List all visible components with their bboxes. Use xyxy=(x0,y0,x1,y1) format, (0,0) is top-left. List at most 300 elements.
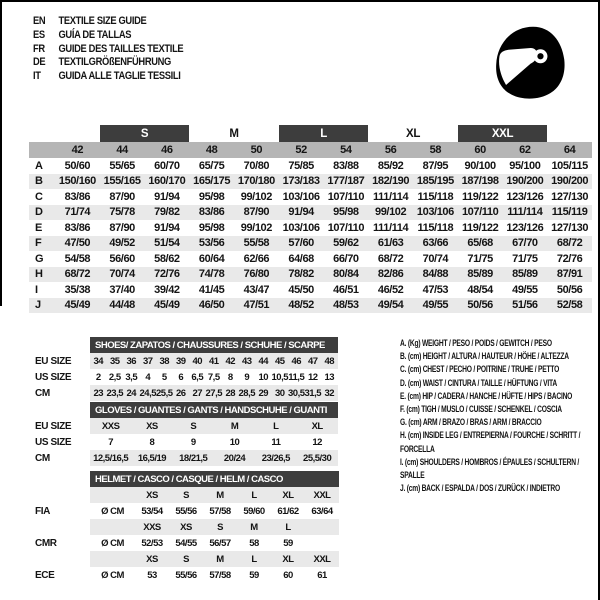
value-cell: Ø CM xyxy=(101,569,124,581)
size-row-label: F xyxy=(29,236,55,252)
value-cell: 8 xyxy=(227,371,233,383)
size-column-header: 60 xyxy=(458,142,503,158)
value-cell: 59/60 xyxy=(243,505,265,517)
size-table-row xyxy=(29,282,592,298)
size-cell: 103/106 xyxy=(413,205,458,221)
size-cell: 160/170 xyxy=(145,174,190,190)
value-cell: 61 xyxy=(317,569,327,581)
size-cell: 87/90 xyxy=(234,205,279,221)
size-cell: 87/95 xyxy=(422,159,449,172)
size-cell: 49/52 xyxy=(100,236,145,252)
value-cell: 11,5 xyxy=(288,371,305,383)
row-label: EU SIZE xyxy=(35,355,72,367)
size-cell: 37/40 xyxy=(109,283,135,296)
size-cell: 85/89 xyxy=(458,267,503,283)
section-row xyxy=(35,519,339,535)
language-row xyxy=(33,43,183,57)
value-cell: 53/54 xyxy=(141,505,163,517)
size-cell: 50/56 xyxy=(458,298,503,314)
language-title: TEXTILE SIZE GUIDE xyxy=(58,15,147,27)
section-row xyxy=(35,369,338,385)
size-cell: 72/76 xyxy=(145,267,190,283)
top-border-line xyxy=(0,0,600,2)
helmet-size-table xyxy=(35,471,339,583)
size-cell: 165/175 xyxy=(189,174,234,190)
helmet-table-container xyxy=(35,471,339,583)
size-cell: 49/55 xyxy=(512,283,538,296)
section-title-row xyxy=(35,471,339,487)
value-cell: 10 xyxy=(229,436,240,448)
legend-line: F. (cm) TIGH / MUSLO / CUISSE / SCHENKEL / COSCIA xyxy=(400,404,562,415)
size-table-row xyxy=(29,251,592,267)
value-cell: 16,5/19 xyxy=(131,450,172,466)
size-row-label: A xyxy=(35,159,43,172)
size-cell: 177/187 xyxy=(324,174,369,190)
size-cell: 91/94 xyxy=(279,205,324,221)
value-cell: 24 xyxy=(123,385,140,401)
size-table-row xyxy=(29,220,592,236)
size-cell: 68/72 xyxy=(377,252,404,265)
size-table-row xyxy=(29,298,592,314)
section-title-row xyxy=(35,402,338,418)
size-band: XL xyxy=(406,127,420,140)
value-cell: Ø CM xyxy=(101,537,124,549)
value-cell: L xyxy=(255,418,296,434)
value-cell: 55/56 xyxy=(175,505,197,517)
section-row xyxy=(35,567,339,583)
size-cell: 51/56 xyxy=(503,298,548,314)
size-cell: 99/102 xyxy=(240,190,272,203)
size-cell: 80/84 xyxy=(324,267,369,283)
corner-cell xyxy=(29,142,55,158)
size-cell: 39/42 xyxy=(154,283,180,296)
language-title: GUIDA ALLE TAGLIE TESSILI xyxy=(58,70,181,83)
value-cell: 13 xyxy=(324,371,335,383)
left-border-line xyxy=(0,0,2,306)
size-cell: 54/58 xyxy=(64,252,91,265)
row-label: ECE xyxy=(35,569,55,581)
size-cell: 47/50 xyxy=(55,236,100,252)
size-column-header: 42 xyxy=(55,142,100,158)
size-cell: 74/78 xyxy=(189,267,234,283)
size-cell: 47/53 xyxy=(422,283,449,296)
legend-line: B. (cm) HEIGHT / ALTURA / HAUTEUR / HÖHE / ALTEZZA xyxy=(400,351,569,362)
size-cell: 91/94 xyxy=(154,190,180,203)
size-cell: 58/62 xyxy=(154,252,180,265)
value-cell: 57/58 xyxy=(209,569,231,581)
size-cell: 46/51 xyxy=(333,283,359,296)
language-title: TEXTILGRÖßENFÜHRUNG xyxy=(58,56,171,69)
value-cell: 12 xyxy=(307,371,318,383)
size-cell: 83/88 xyxy=(333,159,359,172)
size-cell: 57/60 xyxy=(279,236,324,252)
value-cell: 12 xyxy=(312,436,322,448)
size-cell: 115/119 xyxy=(547,205,592,221)
value-cell: 53 xyxy=(147,569,157,581)
row-label: CM xyxy=(35,387,50,399)
spacer-cell xyxy=(35,471,90,487)
size-cell: 115/118 xyxy=(417,190,454,203)
size-cell: 44/48 xyxy=(100,298,145,314)
size-cell: 72/76 xyxy=(556,252,583,265)
size-cell: 107/110 xyxy=(327,221,365,234)
size-cell: 182/190 xyxy=(368,174,413,190)
size-row-label: C xyxy=(35,190,43,203)
size-column-header: 64 xyxy=(547,142,592,158)
size-cell: 83/86 xyxy=(189,205,234,221)
value-cell: XS xyxy=(131,418,172,434)
size-cell: 127/130 xyxy=(551,190,589,203)
size-cell: 60/70 xyxy=(154,159,180,172)
value-cell: XXL xyxy=(305,487,339,503)
size-cell: 170/180 xyxy=(234,174,279,190)
size-cell: 123/126 xyxy=(506,221,544,234)
value-cell: 2 xyxy=(95,371,101,383)
row-label: CMR xyxy=(35,537,57,549)
value-cell: Ø CM xyxy=(101,505,124,517)
value-cell: 40 xyxy=(189,353,206,369)
size-band xyxy=(29,125,100,142)
value-cell: 36 xyxy=(123,353,140,369)
size-cell: 67/70 xyxy=(503,236,548,252)
size-cell: 103/106 xyxy=(282,190,320,203)
value-cell: 2,5 xyxy=(108,371,121,383)
size-cell: 87/91 xyxy=(547,267,592,283)
section-row xyxy=(35,385,338,401)
size-table-row xyxy=(29,174,592,190)
section-row xyxy=(35,503,339,519)
value-cell: 56/57 xyxy=(209,537,231,549)
value-cell: 28 xyxy=(222,385,239,401)
size-column-header: 54 xyxy=(324,142,369,158)
size-cell: 52/58 xyxy=(547,298,592,314)
size-column-header: 50 xyxy=(234,142,279,158)
value-cell: 55/56 xyxy=(175,569,197,581)
value-cell: 4 xyxy=(145,371,151,383)
size-cell: 111/114 xyxy=(373,190,409,203)
size-table-row xyxy=(29,189,592,205)
language-row xyxy=(33,70,183,84)
size-cell: 111/114 xyxy=(373,221,409,234)
value-cell: 42 xyxy=(222,353,239,369)
size-row-label: D xyxy=(29,205,55,221)
spacer-cell xyxy=(35,402,90,418)
size-cell: 75/78 xyxy=(100,205,145,221)
size-cell: 45/49 xyxy=(145,298,190,314)
size-cell: 48/52 xyxy=(279,298,324,314)
size-cell: 71/74 xyxy=(55,205,100,221)
value-cell: 8 xyxy=(149,436,155,448)
size-row-label: E xyxy=(35,221,42,234)
value-cell: 30 xyxy=(272,385,289,401)
size-cell: 87/90 xyxy=(109,190,135,203)
size-cell: 83/86 xyxy=(64,190,91,203)
size-cell: 190/200 xyxy=(547,174,592,190)
value-cell: 28,5 xyxy=(239,385,256,401)
value-cell: XXS xyxy=(135,519,169,535)
language-row xyxy=(33,56,183,70)
size-cell: 48/54 xyxy=(467,283,493,296)
size-cell: 47/51 xyxy=(234,298,279,314)
size-cell: 150/160 xyxy=(55,174,100,190)
value-cell: 59 xyxy=(283,537,293,549)
row-label: CM xyxy=(35,452,50,464)
value-cell: L xyxy=(271,519,305,535)
section-row xyxy=(35,535,339,551)
value-cell xyxy=(90,519,135,535)
legend-line: H. (cm) INSIDE LEG / ENTREPIERNA / FOURCHE / SCHRITT / FORCELLA xyxy=(400,430,581,454)
row-label xyxy=(35,487,90,503)
value-cell: 52/53 xyxy=(141,537,163,549)
gloves-table-container xyxy=(35,402,338,466)
section-title-row xyxy=(35,337,338,353)
size-table-row xyxy=(29,205,592,221)
size-cell: 95/100 xyxy=(509,159,541,172)
size-band-row xyxy=(29,125,592,142)
value-cell: 7,5 xyxy=(207,371,220,383)
legend-line: J. (cm) BACK / ESPALDA / DOS / ZURÜCK / INDIETRO xyxy=(400,483,560,494)
value-cell: XS xyxy=(135,551,169,567)
value-cell: M xyxy=(214,418,255,434)
size-cell: 49/55 xyxy=(413,298,458,314)
racing-helmet-icon xyxy=(488,20,570,104)
size-cell: 63/66 xyxy=(413,236,458,252)
size-cell: 103/106 xyxy=(282,221,320,234)
value-cell: 10,5 xyxy=(271,371,288,383)
size-cell: 56/60 xyxy=(109,252,135,265)
size-cell: 78/82 xyxy=(279,267,324,283)
textile-size-table xyxy=(29,125,592,313)
section-title: HELMET / CASCO / CASQUE / HELM / CASCO xyxy=(90,471,339,487)
size-cell: 50/56 xyxy=(556,283,583,296)
value-cell: 63/64 xyxy=(311,505,333,517)
value-cell: 6 xyxy=(178,371,184,383)
size-cell: 90/100 xyxy=(464,159,496,172)
value-cell: 26 xyxy=(173,385,190,401)
value-cell: 9 xyxy=(190,436,196,448)
language-code: IT xyxy=(33,70,41,83)
value-cell: 39 xyxy=(173,353,190,369)
legend-line: D. (cm) WAIST / CINTURA / TAILLE / HÜFTUNG / VITA xyxy=(400,377,557,388)
value-cell: XL xyxy=(271,487,305,503)
value-cell: XS xyxy=(135,487,169,503)
legend-line: A. (Kg) WEIGHT / PESO / POIDS / GEWITCH / PESO xyxy=(400,338,552,348)
size-cell: 84/88 xyxy=(413,267,458,283)
section-row xyxy=(35,434,338,450)
size-cell: 53/56 xyxy=(189,236,234,252)
value-cell: 27,5 xyxy=(206,385,223,401)
section-title: GLOVES / GUANTES / GANTS / HANDSCHUHE / GUANTI xyxy=(90,402,338,418)
value-cell: 5 xyxy=(161,371,167,383)
value-cell: 23/26,5 xyxy=(255,450,296,466)
value-cell: 27 xyxy=(189,385,206,401)
value-cell: 23 xyxy=(90,385,107,401)
row-label: US SIZE xyxy=(35,436,72,448)
size-column-header: 48 xyxy=(189,142,234,158)
value-cell: 18/21,5 xyxy=(173,450,214,466)
size-cell: 43/47 xyxy=(243,283,270,296)
value-cell: S xyxy=(173,418,214,434)
value-cell: 35 xyxy=(107,353,124,369)
size-cell: 71/75 xyxy=(512,252,538,265)
size-column-header: 52 xyxy=(279,142,324,158)
shoes-table-container xyxy=(35,337,338,401)
size-cell: 68/72 xyxy=(55,267,100,283)
shoes-size-table xyxy=(35,337,338,401)
size-cell: 75/85 xyxy=(288,159,314,172)
value-cell: XL xyxy=(271,551,305,567)
language-row xyxy=(33,15,183,29)
size-cell: 55/65 xyxy=(109,159,135,172)
size-cell: 82/86 xyxy=(368,267,413,283)
language-code: DE xyxy=(33,56,46,69)
size-row-label: H xyxy=(29,267,55,283)
value-cell: 25,5 xyxy=(156,385,173,401)
size-cell: 46/50 xyxy=(189,298,234,314)
size-cell: 95/98 xyxy=(198,190,225,203)
value-cell: 25,5/30 xyxy=(296,450,337,466)
value-cell: 43 xyxy=(239,353,256,369)
legend-line: I. (cm) SHOULDERS / HOMBROS / ÉPAULES / SCHULTERN / SPALLE xyxy=(400,456,580,481)
value-cell: 7 xyxy=(108,436,114,448)
value-cell: L xyxy=(237,551,271,567)
language-code: ES xyxy=(33,28,45,41)
row-label: FIA xyxy=(35,505,50,517)
value-cell: XXL xyxy=(305,551,339,567)
size-cell: 71/75 xyxy=(467,252,493,265)
spacer-cell xyxy=(35,337,90,353)
value-cell: 61/62 xyxy=(277,505,299,517)
value-cell: M xyxy=(237,519,271,535)
size-cell: 127/130 xyxy=(551,221,589,234)
size-cell: 107/110 xyxy=(458,205,503,221)
size-table-row xyxy=(29,267,592,283)
value-cell: M xyxy=(203,487,237,503)
language-header xyxy=(33,15,183,84)
size-row-label: B xyxy=(29,174,55,190)
size-column-header: 62 xyxy=(503,142,548,158)
size-column-header: 46 xyxy=(145,142,190,158)
size-cell: 115/118 xyxy=(417,221,454,234)
size-cell: 46/52 xyxy=(377,283,404,296)
size-cell: 187/198 xyxy=(458,174,503,190)
value-cell: 58 xyxy=(249,537,259,549)
size-cell: 45/49 xyxy=(55,298,100,314)
value-cell: M xyxy=(203,551,237,567)
value-cell xyxy=(90,551,135,567)
size-table-row xyxy=(29,158,592,174)
value-cell: 46 xyxy=(288,353,305,369)
section-row xyxy=(35,487,339,503)
size-cell: 65/75 xyxy=(198,159,225,172)
section-row xyxy=(35,353,338,369)
value-cell: 41 xyxy=(206,353,223,369)
value-cell: 45 xyxy=(272,353,289,369)
language-row xyxy=(33,29,183,43)
value-cell: XL xyxy=(296,418,337,434)
language-code: FR xyxy=(33,42,45,55)
value-cell: 59 xyxy=(249,569,259,581)
size-cell: 85/92 xyxy=(377,159,404,172)
size-cell: 95/98 xyxy=(198,221,225,234)
size-cell: 70/80 xyxy=(243,159,270,172)
value-cell: XS xyxy=(169,519,203,535)
size-cell: 119/122 xyxy=(461,190,499,203)
size-cell: 99/102 xyxy=(368,205,413,221)
size-cell: 41/45 xyxy=(198,283,225,296)
size-cell: 85/89 xyxy=(503,267,548,283)
size-cell: 91/94 xyxy=(154,221,180,234)
size-cell: 55/58 xyxy=(234,236,279,252)
size-cell: 60/64 xyxy=(198,252,225,265)
value-cell: 32 xyxy=(321,385,338,401)
value-cell: 30,5 xyxy=(288,385,305,401)
size-cell: 70/74 xyxy=(422,252,449,265)
legend-line: C. (cm) CHEST / PECHO / POITRINE / TRUHE / PETTO xyxy=(400,364,560,375)
size-cell: 35/38 xyxy=(64,283,91,296)
size-cell: 99/102 xyxy=(240,221,272,234)
language-title: GUIDE DES TAILLES TEXTILE xyxy=(58,42,184,55)
value-cell xyxy=(90,487,135,503)
value-cell: 34 xyxy=(90,353,107,369)
value-cell: XXS xyxy=(90,418,131,434)
size-cell: 76/80 xyxy=(234,267,279,283)
size-cell: 119/122 xyxy=(461,221,499,234)
size-row-label: G xyxy=(35,252,44,265)
value-cell: 47 xyxy=(305,353,322,369)
value-cell: 38 xyxy=(156,353,173,369)
size-band: XXL xyxy=(458,125,548,142)
textile-size-table-container xyxy=(29,125,592,313)
size-row-label: I xyxy=(35,283,38,296)
size-band: S xyxy=(100,125,190,142)
size-cell: 49/54 xyxy=(368,298,413,314)
value-cell xyxy=(305,535,339,551)
size-cell: 185/195 xyxy=(413,174,458,190)
gloves-size-table xyxy=(35,402,338,466)
value-cell: 20/24 xyxy=(214,450,255,466)
size-band xyxy=(547,125,592,142)
size-cell: 64/68 xyxy=(288,252,314,265)
size-table-row xyxy=(29,236,592,252)
language-code: EN xyxy=(33,15,46,27)
section-row xyxy=(35,551,339,567)
value-cell: S xyxy=(169,551,203,567)
value-cell: 9 xyxy=(244,371,250,383)
size-column-header: 56 xyxy=(368,142,413,158)
measurement-legend xyxy=(400,337,592,495)
size-cell: 59/62 xyxy=(324,236,369,252)
section-row xyxy=(35,418,338,434)
size-cell: 51/54 xyxy=(145,236,190,252)
size-cell: 173/183 xyxy=(279,174,324,190)
size-cell: 107/110 xyxy=(327,190,365,203)
size-number-row xyxy=(29,142,592,158)
size-cell: 79/82 xyxy=(145,205,190,221)
size-cell: 111/114 xyxy=(503,205,548,221)
size-band: M xyxy=(229,127,239,140)
value-cell: 44 xyxy=(255,353,272,369)
value-cell: 60 xyxy=(283,569,293,581)
size-cell: 123/126 xyxy=(506,190,544,203)
size-cell: 62/66 xyxy=(243,252,270,265)
row-label xyxy=(35,551,90,567)
size-cell: 105/115 xyxy=(551,159,588,172)
size-row-label: J xyxy=(29,298,55,314)
value-cell: 24,5 xyxy=(140,385,157,401)
value-cell: S xyxy=(203,519,237,535)
value-cell xyxy=(305,519,339,535)
